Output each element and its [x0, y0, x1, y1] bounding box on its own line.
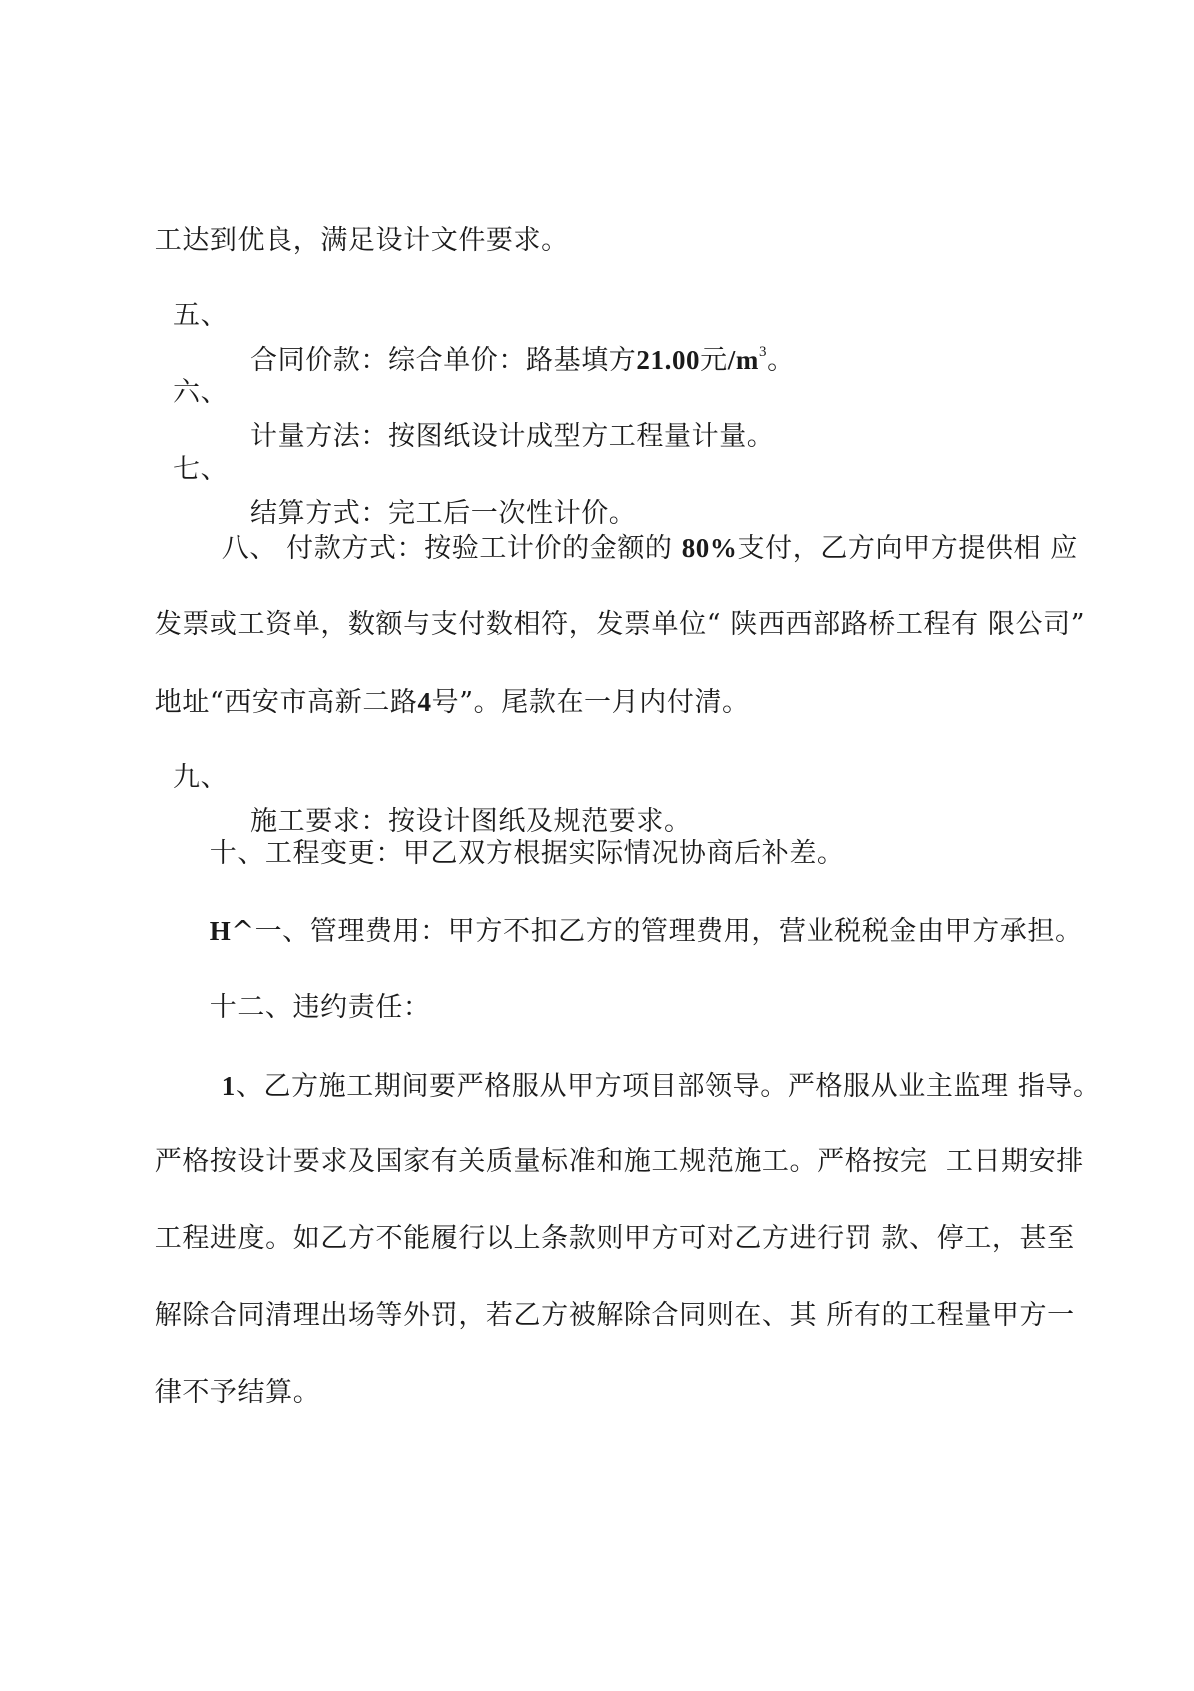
clause-five	[0, 250, 795, 376]
line-text: 严格按设计要求及国家有关质量标准和施工规范施工。严格按完 工日期安排	[154, 1146, 1084, 1177]
sub-clause-number: 1	[221, 1071, 236, 1101]
paragraph-line	[118, 636, 750, 718]
currency-unit: 元	[700, 345, 728, 376]
line-end: 。	[767, 345, 795, 376]
clause-number-glyph: H	[209, 916, 232, 946]
clause-number: 五、	[173, 300, 229, 331]
clause-twelve	[173, 942, 431, 1023]
payment-percent: 80%	[681, 533, 738, 563]
clause-number: 七、	[173, 454, 229, 485]
unit-exponent: 3	[758, 344, 768, 360]
volume-unit: /m	[727, 345, 759, 375]
clause-eleven	[173, 865, 1083, 947]
clause-text	[250, 338, 795, 383]
clause-text: 施工要求：按设计图纸及规范要求。	[250, 806, 692, 837]
clause-text-cont: 支付，乙方向甲方提供相 应	[737, 533, 1078, 564]
line-text: 工达到优良，满足设计文件要求。	[154, 225, 569, 256]
clause-label: 合同价款：综合单价：路基填方	[250, 345, 637, 376]
clause-number: 九、	[173, 762, 229, 793]
line-text: 地址“西安市高新二路	[154, 687, 418, 718]
sub-clause-text: 、乙方施工期间要严格服从甲方项目部领导。严格服从业主监理 指导。	[235, 1071, 1101, 1102]
unit-price: 21.00	[636, 345, 701, 375]
paragraph-line	[118, 1327, 321, 1408]
clause-nine	[0, 712, 692, 837]
clause-eight	[185, 482, 1078, 564]
paragraph-line	[118, 1096, 1084, 1177]
line-text: 律不予结算。	[154, 1377, 321, 1408]
sub-clause-one	[185, 1020, 1101, 1102]
clause-text: 八、 付款方式：按验工计价的金额的	[221, 533, 682, 564]
clause-number: 六、	[173, 377, 229, 408]
line-text-cont: 号”。尾款在一月内付清。	[431, 687, 750, 718]
paragraph-line	[118, 1173, 1075, 1254]
paragraph-line	[118, 559, 1086, 640]
clause-text: 计量方法：按图纸设计成型方工程量计量。	[250, 421, 775, 452]
clause-text: 十二、违约责任：	[209, 992, 431, 1023]
line-text: 工程进度。如乙方不能履行以上条款则甲方可对乙方进行罚 款、停工，甚至	[154, 1223, 1075, 1254]
line-text: 解除合同清理出场等外罚，若乙方被解除合同则在、其 所有的工程量甲方一	[154, 1300, 1075, 1331]
line-text: 发票或工资单，数额与支付数相符，发票单位“ 陕西西部路桥工程有 限公司”	[154, 609, 1086, 640]
paragraph-line	[118, 1250, 1075, 1331]
paragraph-line	[118, 175, 569, 256]
clause-ten	[173, 788, 845, 869]
clause-text: 结算方式：完工后一次性计价。	[250, 498, 637, 529]
clause-text: 十、工程变更：甲乙双方根据实际情况协商后补差。	[209, 838, 845, 869]
clause-text: ^一、管理费用：甲方不扣乙方的管理费用，营业税税金由甲方承担。	[231, 916, 1083, 947]
address-number: 4	[417, 687, 432, 717]
